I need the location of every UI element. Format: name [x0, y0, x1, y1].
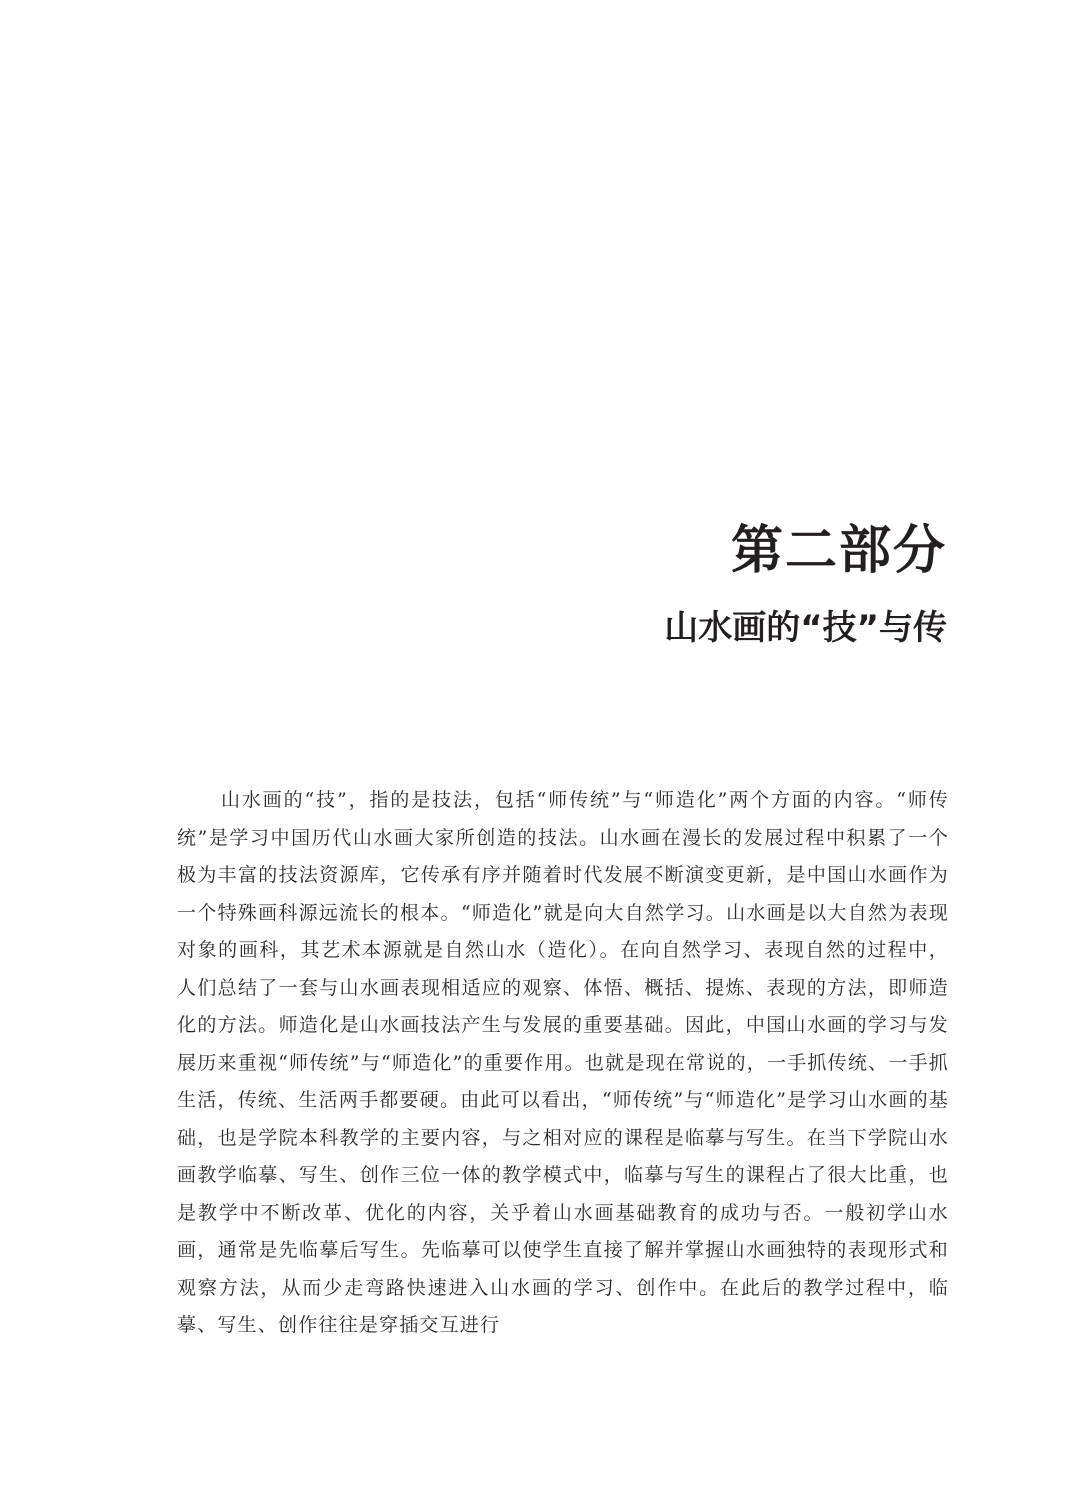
part-title: 第二部分	[730, 521, 947, 581]
part-subtitle: 山水画的“技”与传	[664, 608, 947, 648]
body-paragraph: 山水画的“技”，指的是技法，包括“师传统”与“师造化”两个方面的内容。“师传统”是学习中国历代山水画大家所创造的技法。山水画在漫长的发展过程中积累了一个极为丰富的技法资源库，它传承有序并随着时代发展不断演变更新，是中国山水画作为一个特殊画科源远流长的根本。“师造化”就是向大自然学习。山水画是以大自然为表现对象的画科，其艺术本源就是自然山水（造化）。在向自然学习、表现自然的过程中，人们总结了一套与山水画表现相适应的观察、体悟、概括、提炼、表现的方法，即师造化的方法。师造化是山水画技法产生与发展的重要基础。因此，中国山水画的学习与发展历来重视“师传统”与“师造化”的重要作用。也就是现在常说的，一手抓传统、一手抓生活，传统、生活两手都要硬。由此可以看出，“师传统”与“师造化”是学习山水画的基础，也是学院本科教学的主要内容，与之相对应的课程是临摹与写生。在当下学院山水画教学临摹、写生、创作三位一体的教学模式中，临摹与写生的课程占了很大比重，也是教学中不断改革、优化的内容，关乎着山水画基础教育的成功与否。一般初学山水画，通常是先临摹后写生。先临摹可以使学生直接了解并掌握山水画独特的表现形式和观察方法，从而少走弯路快速进入山水画的学习、创作中。在此后的教学过程中，临摹、写生、创作往往是穿插交互进行	[177, 789, 949, 1336]
